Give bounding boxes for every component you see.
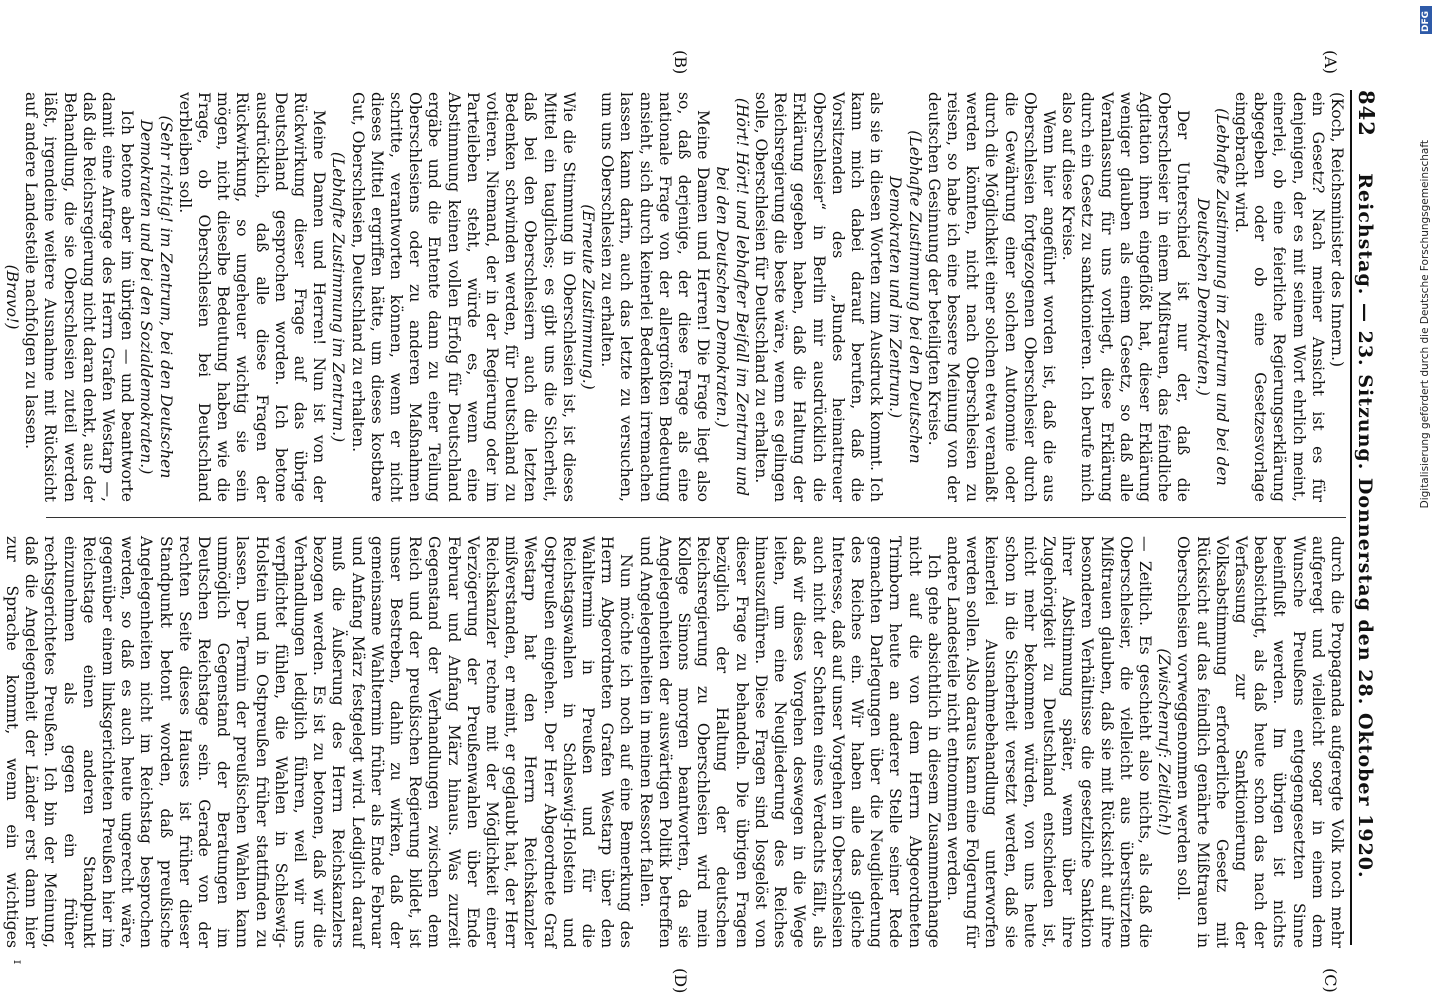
interjection-l14: (Sehr richtig! im Zentrum, bei den Deutschen Demokraten und bei den Sozialdemokraten.) [137, 115, 175, 479]
margin-mark-b: (B) [671, 50, 690, 75]
paragraph-r4: Ich gehe absichtlich in diesem Zusammenhange nicht auf die von dem Herrn Abgeordneten Trimborn heute an anderer Stelle seiner Rede gemachten Darlegungen über die Neugliederung des Reiches ein. Wir haben alle das gleiche Interesse, daß auf unser Vorgehen in Oberschlesien auch nicht der Schatten eines Verdachts fällt, als daß wir dieses Vorgehen deswegen in die Wege leiten, um eine Neugliederung des Reiches hinauszuführen. Diese Fragen sind losgelöst von dieser Frage zu behandeln. Die übrigen Fragen bezüglich der Haltung der deutschen Reichsregierung zu Oberschlesien wird mein Kollege Simons morgen beantworten, da sie Angelegenheiten der auswärtigen Politik betreffen und Angelegenheiten in meinen Ressort fallen. [636, 536, 943, 948]
right-text-column [2, 536, 1346, 948]
page-header [1350, 90, 1384, 945]
footer-mark: ɪ [11, 960, 25, 964]
paragraph-r5: Nun möchte ich noch auf eine Bemerkung des Herrn Abgeordneten Grafen Westarp über den Wahltermin in Preußen und für die Reichstagswahlen in Schleswig-Holstein und Ostpreußen eingehen. Der Herr Abgeordnete Graf Westarp hat den Herrn Reichskanzler mißverstanden, er meint, er geglaubt hat, der Herr Reichskanzler rechne mit der Möglichkeit einer Verzögerung der Preußenwahlen über Ende Februar und Anfang März hinaus. Was zurzeit Gegenstand der Verhandlungen zwischen dem Reich und der preußischen Regierung bildet, ist unser Bestreben, dahin zu wirken, daß der gemeinsame Wahltermin früher als Ende Februar und Anfang März festgelegt wird. Lediglich darauf muß die Äußerung des Herrn Reichskanzlers bezogen werden. Es ist zu betonen, daß wir die Verhandlungen lediglich führen, weil wir uns verpflichtet fühlen, die Wahlen in Schleswig-Holstein und in Ostpreußen früher stattfinden zu lassen. Der Termin der preußischen Wahlen kann unmöglich Gegenstand der Beratungen im Deutschen Reichstage sein. Gerade von der rechten Seite dieses Hauses ist früher dieser Standpunkt betont worden, daß preußische Angelegenheiten nicht im Reichstag besprochen werden, so daß es auch heute ungerecht wäre, gegenüber einem linksgerichteten Preußen hier im Reichstage einen anderen Standpunkt einzunehmen als gegen ein früher rechtsgerichtetes Preußen. Ich bin der Meinung, daß die Angelegenheit der Länder erst dann hier zur Sprache kommt, wenn ein wichtiges [2, 536, 636, 948]
paragraph-l17 [0, 92, 2, 502]
interjection-l8: (Hört! Hört! und lebhafter Beifall im Zentrum und bei den Deutschen Demokraten.) [713, 97, 751, 497]
paragraph-l15: Ich betone aber im übrigen — und beantworte damit eine Anfrage des Herrn Grafen Westarp —, daß die Reichsregierung nicht daran denkt, aus der Behandlung, die sie Oberschlesien zuteil werden läßt, irgendeine weitere Ausnahme mit Rücksicht auf andere Landesteile nachfolgen zu lassen. [22, 92, 137, 502]
page-title: Reichstag. — 23. Sitzung. Donnerstag den 28. Oktober 1920. [1354, 173, 1376, 879]
interjection-r2: (Zwischenruf: Zeitlich!) [1155, 648, 1174, 836]
paragraph-l5: Wenn hier angeführt worden ist, daß die aus Oberschlesien fortgezogenen Oberschlesier durch die Gewährung einer solchen Autonomie oder durch die Möglichkeit einer solchen etwa veranlaßt werden könnten, nicht nach Oberschlesien zu reisen, so habe ich eine bessere Meinung von der deutschen Gesinnung der beteiligten Kreise. [924, 92, 1058, 502]
paragraph-r3: — Zeitlich. Es geschieht also nichts, als daß die Oberschlesier, die vielleicht aus überstürztem Mißtrauen glauben, daß sie mit Rücksicht auf ihre besonderen Verhältnisse die gesetzliche Sanktion ihrer Abstimmung später, wenn über ihre Zugehörigkeit zu Deutschland entschieden ist, nicht mehr bekommen würden, von uns heute schon in die Sicherheit versetzt werden, daß sie keinerlei Ausnahmebehandlung unterworfen werden sollen. Also daraus kann eine Folgerung für andere Landesteile nicht entnommen werden. [943, 536, 1154, 948]
digitization-credit-sidebar [1418, 0, 1434, 1000]
paragraph-l9: Meine Damen und Herren! Die Frage liegt also so, daß derjenige, der diese Frage als eine nationale Frage von der allergrößten Bedeutung ansieht, sich durch keinerlei Bedenken irremachen lassen kann darin, auch das letzte zu versuchen, um uns Oberschlesien zu erhalten. [598, 92, 713, 502]
left-text-column [2, 92, 1346, 502]
interjection-l12: (Lebhafte Zustimmung im Zentrum.) [329, 151, 348, 443]
interjection-l10: (Erneute Zustimmung.) [579, 204, 598, 390]
paragraph-l7: als sie in diesen Worten zum Ausdruck kommt. Ich kann mich dabei darauf berufen, daß die Vorsitzenden des „Bundes heimattreuer Oberschlesier“ in Berlin mir ausdrücklich die Erklärung gegeben haben, daß die Haltung der Reichsregierung die beste wäre, wenn es gelingen solle, Oberschlesien für Deutschland zu erhalten. [751, 92, 886, 502]
interjection-l3: (Lebhafte Zustimmung im Zentrum und bei den Deutschen Demokraten.) [1193, 108, 1231, 486]
interjection-l16: (Bravo!) [2, 264, 21, 330]
newspaper-page [2, 0, 1420, 1000]
dfg-logo-text: DFG [1421, 10, 1431, 32]
page-number: 842 [1354, 90, 1379, 137]
column-divider [46, 517, 1346, 518]
paragraph-l13: Meine Damen und Herren! Nun ist von der Rückwirkung dieser Frage auf das übrige Deutschland gesprochen worden. Ich betone ausdrücklich, daß alle diese Fragen der Rückwirkung, so ungeheuer wichtig sie sein mögen, nicht dieselbe Bedeutung haben wie die Frage, ob Oberschlesien bei Deutschland verbleiben soll. [175, 92, 329, 502]
paragraph-l4: Der Unterschied ist nur der, daß die Oberschlesier in einem Mißtrauen, das feindliche Agitation ihnen eingeflößt hat, dieser Erklärung weniger glauben als einem Gesetz, so daß alle Veranlassung für uns vorliegt, diese Erklärung durch ein Gesetz zu sanktionieren. Ich berufe mich also auf diese Kreise. [1059, 92, 1193, 502]
margin-mark-c: (C) [1321, 968, 1340, 993]
digitization-credit-text: Digitalisierung gefördert durch die Deutsche Forschungsgemeinschaft [1419, 140, 1431, 509]
paragraph-l1: (Koch, Reichsminister des Innern.) [1328, 92, 1346, 368]
margin-mark-d: (D) [671, 968, 690, 994]
margin-mark-a: (A) [1321, 50, 1340, 75]
interjection-l6: (Lebhafte Zustimmung bei den Deutschen Demokraten und im Zentrum.) [886, 130, 924, 464]
paragraph-l11: Wie die Stimmung in Oberschlesien ist, ist dieses Mittel ein taugliches; es gibt uns die Sicherheit, daß bei den Oberschlesiern auch die letzten Bedenken schwinden werden, für Deutschland zu votieren. Niemand, der in der Regierung oder im Parteileben steht, würde es, wenn eine Abstimmung keinen vollen Erfolg für Deutschland ergäbe und die Entente dann zu einer Teilung Oberschlesiens oder zu anderen Maßnahmen schritte, verantworten können, wenn er nicht dieses Mittel ergriffen hätte, um dieses kostbare Gut, Oberschlesien, Deutschland zu erhalten. [348, 92, 578, 502]
paragraph-r1: durch die Propaganda aufgeregte Volk noch mehr aufgeregt und vielleicht sogar in einem dem Wunsche Preußens entgegengesetzten Sinne beeinflußt werden. Im übrigen ist nichts beabsichtigt, als daß heute schon das nach der Verfassung zur Sanktionierung der Volksabstimmung erforderliche Gesetz mit Rücksicht auf das feindlich genährte Mißtrauen in Oberschlesien vorweggenommen werden soll. [1174, 536, 1346, 948]
paragraph-l2: ein Gesetz? Nach meiner Ansicht ist es für denjenigen, der es mit seinem Wort ehrlich meint, einerlei, ob eine feierliche Regierungserklärung abgegeben oder ob eine Gesetzesvorlage eingebracht wird. [1231, 92, 1327, 502]
